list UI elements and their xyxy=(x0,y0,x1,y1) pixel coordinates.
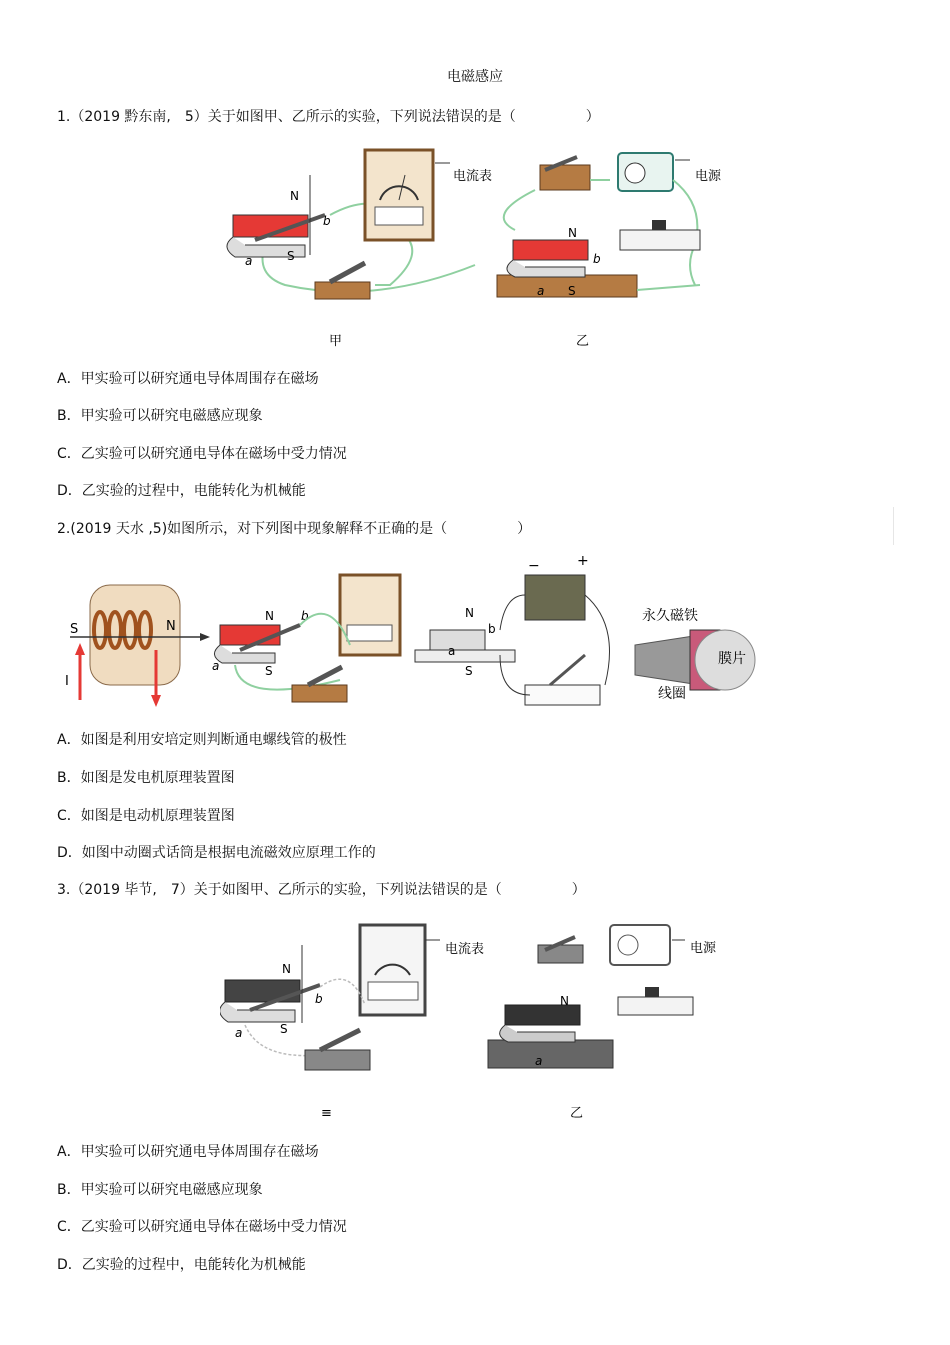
q1-option-a: A．甲实验可以研究通电导体周围存在磁场 xyxy=(57,371,319,387)
q1-magnet-2 xyxy=(513,240,588,260)
q1-label-S-2: S xyxy=(568,284,576,298)
q3-label-a-2: a xyxy=(535,1054,543,1068)
question-2-stem: 2.(2019 天水 ,5)如图所示，对下列图中现象解释不正确的是（ ） xyxy=(57,521,532,537)
page-title: 电磁感应 xyxy=(447,69,503,85)
q1-label-N-2: N xyxy=(568,226,577,240)
q3-option-d: D．乙实验的过程中，电能转化为机械能 xyxy=(57,1257,306,1273)
q1-option-b: B．甲实验可以研究电磁感应现象 xyxy=(57,408,263,424)
q2-option-a: A．如图是利用安培定则判断通电螺线管的极性 xyxy=(57,732,347,748)
q3-caption-right: 乙 xyxy=(570,1106,584,1121)
q1-option-d: D．乙实验的过程中，电能转化为机械能 xyxy=(57,483,306,499)
q3-switch-2 xyxy=(538,945,583,963)
q2-option-c: C．如图是电动机原理装置图 xyxy=(57,808,235,824)
question-3-stem: 3.（2019 毕节, 7）关于如图甲、乙所示的实验，下列说法错误的是（ ） xyxy=(57,882,586,898)
page-edge-mark xyxy=(893,507,894,545)
q1-option-c: C．乙实验可以研究通电导体在磁场中受力情况 xyxy=(57,446,347,462)
q1-caption-left: 甲 xyxy=(329,334,343,349)
q2-motor-magnet xyxy=(430,630,485,650)
q3-ammeter-label: 电流表 xyxy=(445,942,485,957)
q2-label-I: I xyxy=(65,674,69,689)
q1-ammeter xyxy=(365,150,433,240)
q2-figure xyxy=(60,555,760,715)
q2-motor-label-b: b xyxy=(488,622,496,636)
q2-gen-label-a: a xyxy=(212,659,220,673)
q2-option-b: B．如图是发电机原理装置图 xyxy=(57,770,235,786)
q1-label-N: N xyxy=(290,189,299,203)
q2-label-N: N xyxy=(166,619,176,634)
q2-switch-2 xyxy=(525,685,600,705)
q1-label-b-2: b xyxy=(593,252,601,266)
q1-label-b: b xyxy=(323,214,331,228)
q3-figure xyxy=(220,915,720,1125)
q1-label-S: S xyxy=(287,249,295,263)
q1-switch xyxy=(315,282,370,299)
q3-caption-left: ≡ xyxy=(321,1106,332,1121)
q2-battery xyxy=(525,575,585,620)
q3-label-a: a xyxy=(235,1026,243,1040)
q2-gen-label-S: S xyxy=(265,664,273,678)
q3-option-c: C．乙实验可以研究通电导体在磁场中受力情况 xyxy=(57,1219,347,1235)
q2-switch xyxy=(292,685,347,702)
q2-label-magnet: 永久磁铁 xyxy=(642,608,698,624)
q1-rheostat xyxy=(620,230,700,250)
q2-label-coil: 线圈 xyxy=(658,686,686,702)
q2-motor-label-a: a xyxy=(448,644,456,658)
q3-base xyxy=(488,1040,613,1068)
q2-label-S: S xyxy=(70,622,79,637)
q2-label-diaphragm: 膜片 xyxy=(718,651,746,667)
q3-label-N: N xyxy=(282,962,291,976)
q3-ammeter xyxy=(360,925,425,1015)
q2-label-plus: + xyxy=(577,555,589,569)
q2-motor-label-S: S xyxy=(465,664,473,678)
q3-power-label: 电源 xyxy=(690,941,717,956)
q2-label-minus: − xyxy=(528,558,540,574)
q1-power-label: 电源 xyxy=(695,169,722,184)
q1-label-a: a xyxy=(245,254,253,268)
q3-rheostat xyxy=(618,997,693,1015)
q2-motor-label-N: N xyxy=(465,606,474,620)
q3-label-b: b xyxy=(315,992,323,1006)
q1-figure xyxy=(225,145,765,355)
q3-option-a: A．甲实验可以研究通电导体周围存在磁场 xyxy=(57,1144,319,1160)
q3-switch xyxy=(305,1050,370,1070)
q3-label-N-2: N xyxy=(560,994,569,1008)
q1-caption-right: 乙 xyxy=(576,334,590,349)
q2-option-d: D．如图中动圈式话筒是根据电流磁效应原理工作的 xyxy=(57,845,376,861)
q2-gen-label-N: N xyxy=(265,609,274,623)
q1-label-a-2: a xyxy=(537,284,545,298)
q3-option-b: B．甲实验可以研究电磁感应现象 xyxy=(57,1182,263,1198)
question-1-stem: 1.（2019 黔东南, 5）关于如图甲、乙所示的实验，下列说法错误的是（ ） xyxy=(57,109,600,125)
q3-label-S: S xyxy=(280,1022,288,1036)
q3-magnet-2 xyxy=(505,1005,580,1025)
q2-gen-label-b: b xyxy=(301,609,309,623)
q3-magnet xyxy=(225,980,300,1002)
q1-ammeter-label: 电流表 xyxy=(453,169,493,184)
q1-base xyxy=(497,275,637,297)
